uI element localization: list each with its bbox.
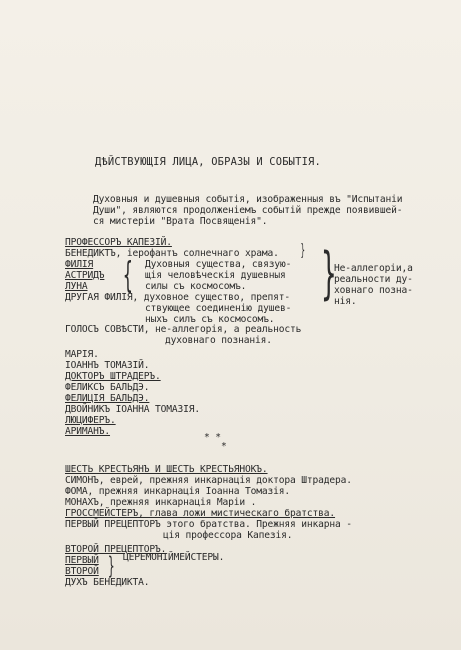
part2-foma: ФОМА, прежняя инкарнація Іоанна Томазія. xyxy=(65,486,291,497)
part2-ceremonymasters: ЦЕРЕМОНІЙМЕЙСТЕРЫ. xyxy=(123,552,225,563)
page-title: ДѢЙСТВУЮЩІЯ ЛИЦА, ОБРАЗЫ И СОБЫТІЯ. xyxy=(95,156,321,168)
cast-list-item: ФЕЛИКСЪ БАЛЬДЭ. xyxy=(65,382,150,393)
intro-line-3: ся мистеріи "Врата Посвященія". xyxy=(93,216,268,227)
conscience-2: духовнаго познанія. xyxy=(165,335,272,346)
part2-second: ВТОРОЙ xyxy=(65,566,99,577)
part2-first-preceptor-2: ція профессора Капезія. xyxy=(163,530,293,541)
intro-line-2: Души", являются продолженіемъ событій прежде появившей- xyxy=(93,205,403,216)
part2-grandmaster: ГРОССМЕЙСТЕРЪ, глава ложи мистическаго братства. xyxy=(65,508,336,519)
cast-kapezy: ПРОФЕССОРЪ КАПЕЗІЙ. xyxy=(65,237,172,248)
bracket-benedict: } xyxy=(300,240,305,259)
cast-list-item: ІОАННЪ ТОМАЗІЙ. xyxy=(65,360,150,371)
part2-peasants: ШЕСТЬ КРЕСТЬЯНЪ И ШЕСТЬ КРЕСТЬЯНОКЪ. xyxy=(65,464,268,475)
cast-benedict: БЕНЕДИКТЪ, іерофантъ солнечнаго храма. xyxy=(65,248,279,259)
cast-astrid: АСТРИДЪ xyxy=(65,270,105,281)
side-note-3: ховнаго позна- xyxy=(334,285,413,296)
side-note-2: реальности ду- xyxy=(334,274,413,285)
other-filia-1: ДРУГАЯ ФИЛІЯ, духовное существо, препят- xyxy=(65,292,291,303)
part2-spirit: ДУХЪ БЕНЕДИКТА. xyxy=(65,577,150,588)
cast-list-item: АРИМАНЪ. xyxy=(65,426,111,437)
bracket-spirits: { xyxy=(122,255,133,296)
part2-first-preceptor-1: ПЕРВЫЙ ПРЕЦЕПТОРЪ этого братства. Прежняя инкарна - xyxy=(65,519,352,530)
cast-luna: ЛУНА xyxy=(65,281,88,292)
bracket-ceremony: } xyxy=(107,552,115,580)
side-note-1: Не-аллегоріи,а xyxy=(334,263,413,274)
conscience-1: ГОЛОСЪ СОВѢСТИ, не-аллегорія, а реальность xyxy=(65,324,302,335)
cast-list-item: ФЕЛИЦІЯ БАЛЬДЭ. xyxy=(65,393,150,404)
part2-simon: СИМОНЪ, еврей, прежняя инкарнація доктора Штрадера. xyxy=(65,475,352,486)
part2-first: ПЕРВЫЙ xyxy=(65,555,99,566)
cast-list-item: МАРІЯ. xyxy=(65,349,99,360)
cast-list-item: ДОКТОРЪ ШТРАДЕРЪ. xyxy=(65,371,161,382)
cast-list-item: ЛЮЦИФЕРЪ. xyxy=(65,415,116,426)
intro-line-1: Духовныя и душевныя событія, изображенныя въ "Испытаніи xyxy=(93,194,403,205)
section-divider-bottom: * xyxy=(221,441,227,452)
section-divider-top: * * xyxy=(204,432,221,443)
other-filia-2: ствующее соединенію душев- xyxy=(145,303,292,314)
cast-list-item: ДВОЙНИКЪ ІОАННА ТОМАЗІЯ. xyxy=(65,404,201,415)
group-desc-3: силы съ космосомъ. xyxy=(145,281,247,292)
group-desc-2: щія человѣческія душевныя xyxy=(145,270,286,281)
cast-filia: ФИЛІЯ xyxy=(65,259,94,270)
side-note-4: нія. xyxy=(334,296,357,307)
group-desc-1: Духовныя существа, связую- xyxy=(145,259,292,270)
other-filia-3: ныхъ силъ съ космосомъ. xyxy=(145,314,275,325)
part2-monk: МОНАХЪ, прежняя инкарнація Маріи . xyxy=(65,497,257,508)
bracket-side-note: } xyxy=(321,241,337,306)
part2-second-preceptor: ВТОРОЙ ПРЕЦЕПТОРЪ. xyxy=(65,544,167,555)
